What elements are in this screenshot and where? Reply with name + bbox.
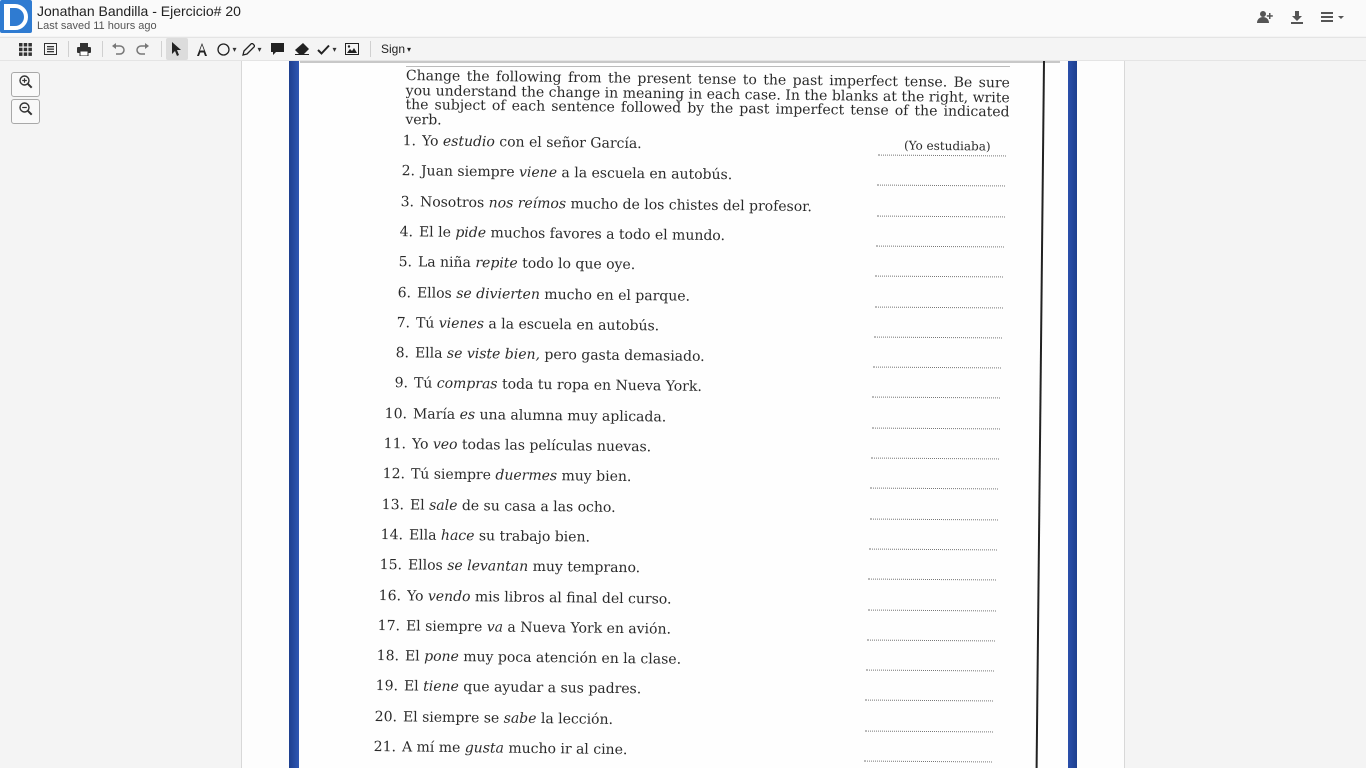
indicated-verb: vendo	[427, 588, 471, 605]
sentence-text: muy bien.	[557, 468, 632, 486]
indicated-verb: repite	[475, 255, 518, 272]
save-status: Last saved 11 hours ago	[37, 20, 157, 32]
sentence-text: Ellos	[416, 284, 457, 302]
print-icon[interactable]	[73, 38, 95, 60]
exercise-item	[389, 224, 725, 244]
sentence-text: Tú siempre	[410, 466, 496, 484]
answer-blank[interactable]	[873, 367, 1001, 369]
exercise-item	[386, 315, 659, 334]
editor-toolbar	[0, 37, 1366, 61]
sentence-text: Nosotros	[419, 193, 489, 211]
indicated-verb: nos reímos	[488, 194, 567, 212]
sentence-text: su trabajo bien.	[474, 528, 591, 546]
sentence-text: Yo	[411, 436, 434, 453]
sentence-text: que ayudar a sus padres.	[458, 679, 642, 698]
indicated-verb: sale	[429, 497, 458, 514]
answer-blank[interactable]	[877, 185, 1005, 187]
indicated-verb: se viste bien,	[446, 345, 541, 363]
binder-edge	[289, 61, 299, 768]
exercise-number: 13.	[381, 496, 405, 513]
example-answer: (Yo estudiaba)	[903, 138, 991, 154]
sentence-text: El	[403, 678, 424, 695]
exercise-item	[388, 254, 635, 273]
indicated-verb: viene	[518, 164, 558, 182]
sentence-text: Ellos	[407, 557, 448, 575]
comment-icon[interactable]	[266, 38, 288, 60]
answer-blank[interactable]	[871, 458, 999, 460]
exercise-number: 16.	[378, 587, 402, 604]
zoom-in-button[interactable]	[11, 72, 40, 97]
shape-icon[interactable]	[216, 38, 238, 60]
exercise-number: 5.	[398, 254, 413, 271]
indicated-verb: es	[459, 406, 476, 423]
sentence-text: Yo	[406, 587, 429, 605]
answer-blank[interactable]	[875, 276, 1003, 278]
exercise-number: 2.	[401, 163, 416, 180]
exercise-item	[383, 406, 666, 425]
exercise-number: 18.	[376, 648, 400, 665]
exercise-number: 10.	[384, 405, 408, 422]
answer-blank[interactable]	[878, 155, 1006, 157]
exercise-number: 12.	[382, 466, 406, 483]
answer-blank[interactable]	[865, 700, 993, 702]
sentence-text: con el señor García.	[494, 134, 642, 153]
indicated-verb: se levantan	[447, 558, 529, 576]
document-page[interactable]	[241, 61, 1125, 768]
sentence-text: María	[412, 406, 460, 423]
app-header	[0, 0, 1366, 36]
indicated-verb: tiene	[423, 678, 459, 696]
sign-menu[interactable]	[381, 42, 411, 56]
menu-icon[interactable]	[1320, 8, 1348, 26]
indicated-verb: gusta	[464, 740, 505, 757]
exercise-number: 15.	[379, 557, 403, 574]
exercise-number: 7.	[396, 314, 411, 332]
download-icon[interactable]	[1288, 8, 1306, 26]
exercise-item	[376, 618, 671, 638]
indicated-verb: veo	[432, 436, 458, 453]
answer-blank[interactable]	[869, 548, 997, 550]
answer-blank[interactable]	[872, 397, 1000, 399]
exercise-item	[373, 709, 613, 728]
sentence-text: mucho en el parque.	[539, 286, 691, 305]
exercise-item	[391, 163, 732, 183]
add-user-icon[interactable]	[1256, 8, 1274, 26]
pen-icon[interactable]	[241, 38, 263, 60]
sentence-text: A mí me	[401, 739, 465, 757]
answer-blank[interactable]	[867, 609, 995, 611]
sentence-text: Yo	[421, 133, 444, 150]
sentence-text: toda tu ropa en Nueva York.	[497, 376, 702, 396]
answer-blank[interactable]	[874, 306, 1002, 308]
exercise-number: 8.	[395, 345, 410, 362]
exercise-number: 17.	[377, 617, 401, 635]
exercise-item	[392, 133, 642, 152]
undo-icon[interactable]	[107, 38, 129, 60]
sentence-text: pero gasta demasiado.	[539, 346, 705, 365]
answer-blank[interactable]	[870, 488, 998, 490]
sentence-text: a la escuela en autobús.	[483, 315, 660, 335]
sentence-text: muy poca atención en la clase.	[458, 649, 682, 668]
zoom-in-icon	[19, 75, 33, 94]
list-icon[interactable]	[39, 38, 61, 60]
check-icon[interactable]	[316, 38, 338, 60]
exercise-item	[385, 345, 705, 365]
exercise-number: 21.	[373, 739, 397, 756]
exercise-item	[375, 648, 681, 668]
sentence-text: El	[409, 496, 430, 514]
app-logo[interactable]	[0, 0, 32, 33]
chevron-down-icon[interactable]: ▾	[257, 44, 262, 54]
sentence-text: El siempre se	[402, 709, 504, 727]
exercise-item	[387, 285, 690, 305]
sentence-text: de su casa a las ocho.	[457, 497, 616, 516]
document-title: Jonathan Bandilla - Ejercicio# 20	[37, 3, 241, 19]
sentence-text: El	[404, 648, 425, 665]
sentence-text: todas las películas nuevas.	[457, 436, 652, 456]
sentence-text: muy temprano.	[528, 559, 641, 577]
sign-label: Sign	[381, 42, 406, 56]
grid-icon[interactable]	[14, 38, 36, 60]
sentence-text: muchos favores a todo el mundo.	[485, 225, 726, 244]
exercise-number: 19.	[375, 678, 399, 695]
text-icon[interactable]	[191, 38, 213, 60]
pointer-icon[interactable]	[166, 38, 188, 60]
sentence-text: una alumna muy aplicada.	[475, 406, 667, 426]
exercise-number: 14.	[380, 526, 404, 544]
sentence-text: El siempre	[405, 618, 487, 636]
image-icon[interactable]	[341, 38, 363, 60]
answer-blank[interactable]	[870, 518, 998, 520]
exercise-item	[378, 557, 640, 576]
indicated-verb: estudio	[442, 133, 495, 151]
exercise-item	[377, 588, 672, 608]
exercise-number: 9.	[394, 375, 409, 392]
answer-blank[interactable]	[872, 427, 1000, 429]
indicated-verb: pide	[455, 224, 487, 242]
indicated-verb: va	[486, 619, 504, 636]
answer-blank[interactable]	[864, 761, 992, 763]
answer-blank[interactable]	[874, 336, 1002, 338]
scanned-paper	[300, 61, 1060, 768]
answer-blank[interactable]	[867, 639, 995, 641]
sentence-text: mucho ir al cine.	[503, 740, 628, 759]
exercise-number: 4.	[399, 224, 414, 241]
answer-blank[interactable]	[868, 579, 996, 581]
indicated-verb: duermes	[495, 467, 558, 485]
exercise-number: 11.	[383, 436, 407, 453]
exercise-item	[390, 194, 812, 215]
exercise-item	[380, 497, 616, 516]
answer-blank[interactable]	[877, 215, 1005, 217]
exercise-number: 1.	[402, 133, 417, 150]
sentence-text: Juan siempre	[420, 163, 520, 181]
exercise-number: 3.	[400, 193, 415, 210]
sentence-text: mis libros al final del curso.	[470, 588, 672, 608]
redo-icon[interactable]	[132, 38, 154, 60]
indicated-verb: sabe	[503, 710, 537, 727]
page-edge	[1036, 61, 1045, 768]
indicated-verb: se divierten	[456, 285, 540, 303]
sentence-text: todo lo que oye.	[517, 255, 636, 274]
exercise-item	[372, 739, 628, 758]
sentence-text: Tú	[415, 315, 439, 332]
exercise-item	[382, 436, 651, 455]
zoom-out-icon	[19, 102, 33, 121]
sentence-text: la lección.	[536, 710, 614, 728]
chevron-down-icon: ▾	[407, 44, 412, 54]
chevron-down-icon[interactable]: ▾	[332, 44, 337, 54]
sentence-text: Ella	[414, 345, 448, 362]
answer-blank[interactable]	[866, 670, 994, 672]
chevron-down-icon[interactable]: ▾	[232, 44, 237, 54]
zoom-out-button[interactable]	[11, 99, 40, 124]
sentence-text: La niña	[417, 254, 476, 272]
sentence-text: mucho de los chistes del profesor.	[566, 195, 812, 215]
indicated-verb: vienes	[438, 315, 485, 332]
sentence-text: Ella	[408, 527, 442, 544]
exercise-item	[379, 527, 590, 546]
indicated-verb: hace	[440, 527, 475, 545]
sentence-text: a Nueva York en avión.	[502, 619, 672, 638]
exercise-item	[374, 678, 641, 697]
sentence-text: a la escuela en autobús.	[556, 165, 733, 184]
answer-blank[interactable]	[865, 730, 993, 732]
answer-blank[interactable]	[876, 245, 1004, 247]
sentence-text: Tú	[413, 375, 437, 393]
exercise-number: 20.	[374, 708, 398, 725]
indicated-verb: pone	[424, 648, 459, 666]
indicated-verb: compras	[436, 376, 498, 393]
binder-edge	[1068, 61, 1077, 768]
exercise-item	[384, 375, 702, 395]
instructions-text: Change the following from the present tense to the past imperfect tense. Be sure you understand the change in meaning in each case. In the blanks at the right, write the subject of each sentence followed by the past imperfect tense of the indicated verb.	[405, 68, 1010, 128]
exercise-number: 6.	[397, 284, 412, 301]
exercise-item	[381, 466, 632, 485]
sentence-text: El le	[418, 224, 456, 241]
eraser-icon[interactable]	[291, 38, 313, 60]
